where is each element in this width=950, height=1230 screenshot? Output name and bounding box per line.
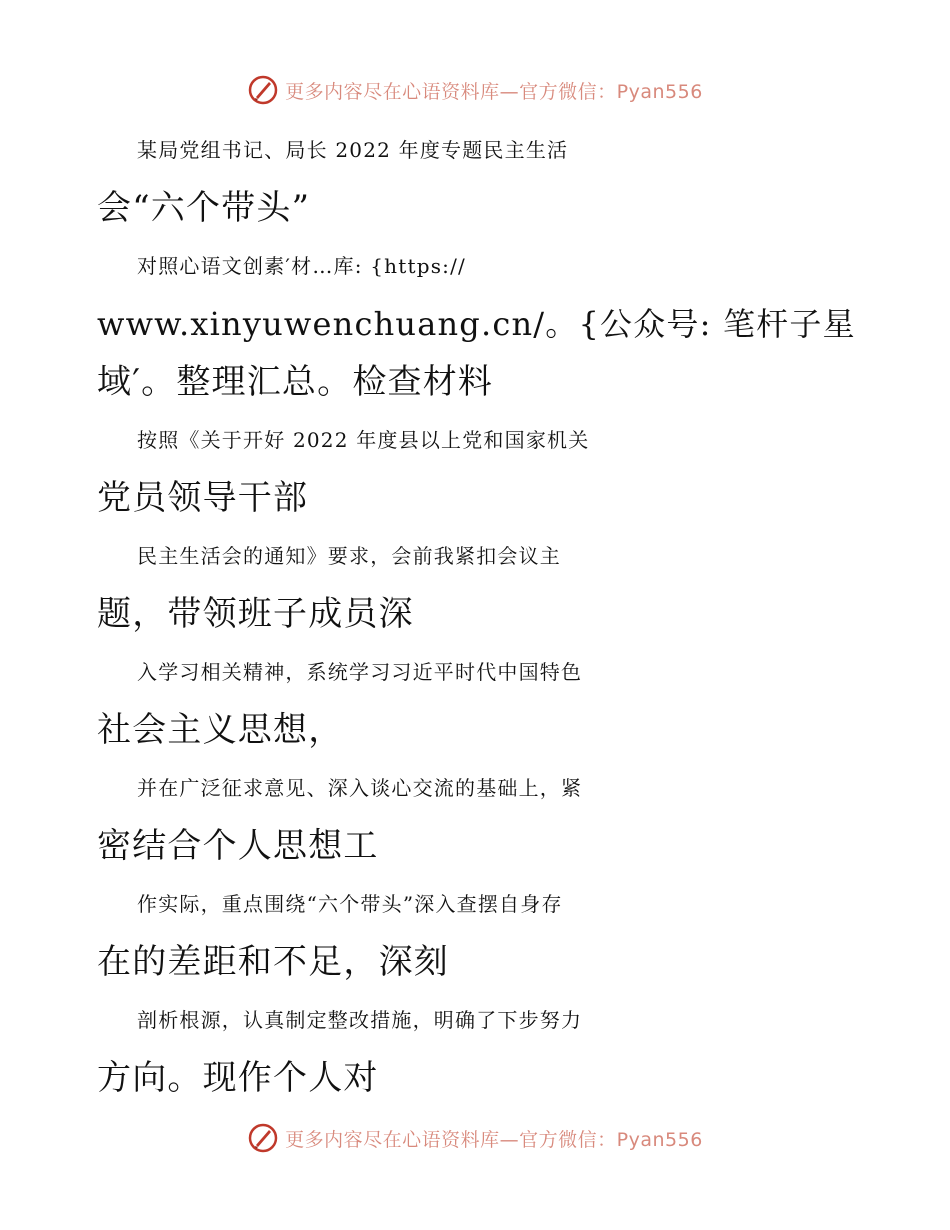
text-line: 作实际，重点围绕“六个带头”深入查摆自身存 <box>137 892 563 916</box>
body-text <box>97 121 857 1107</box>
text-line: 在的差距和不足，深刻 <box>97 942 449 982</box>
text-line: 某局党组书记、局长 2022 年度专题民主生活 <box>137 138 569 162</box>
quill-circle-logo-icon <box>247 1122 279 1154</box>
text-line: 按照《关于开好 2022 年度县以上党和国家机关 <box>137 428 590 452</box>
watermark-text: 更多内容尽在心语资料库—官方微信：Pyan556 <box>285 80 703 103</box>
text-line: 方向。现作个人对 <box>97 1058 379 1098</box>
text-line: 会“六个带头” <box>97 188 311 228</box>
text-line: 对照心语文创素′材…库: {https:// <box>137 254 466 278</box>
text-line: 入学习相关精神，系统学习习近平时代中国特色 <box>137 660 583 684</box>
text-line: 密结合个人思想工 <box>97 826 379 866</box>
text-line: 并在广泛征求意见、深入谈心交流的基础上，紧 <box>137 776 583 800</box>
text-line: 剖析根源，认真制定整改措施，明确了下步努力 <box>137 1008 583 1032</box>
footer-watermark <box>0 1118 950 1158</box>
text-line: 域′。整理汇总。检查材料 <box>97 362 494 402</box>
watermark-text: 更多内容尽在心语资料库—官方微信：Pyan556 <box>285 1128 703 1151</box>
header-watermark <box>0 70 950 110</box>
text-line: 党员领导干部 <box>97 478 309 518</box>
text-line: 民主生活会的通知》要求，会前我紧扣会议主 <box>137 544 561 568</box>
text-line: www.xinyuwenchuang.cn/。{公众号: 笔杆子星 <box>97 305 856 343</box>
text-line: 社会主义思想， <box>97 710 344 750</box>
quill-circle-logo-icon <box>247 74 279 106</box>
text-line: 题，带领班子成员深 <box>97 594 414 634</box>
